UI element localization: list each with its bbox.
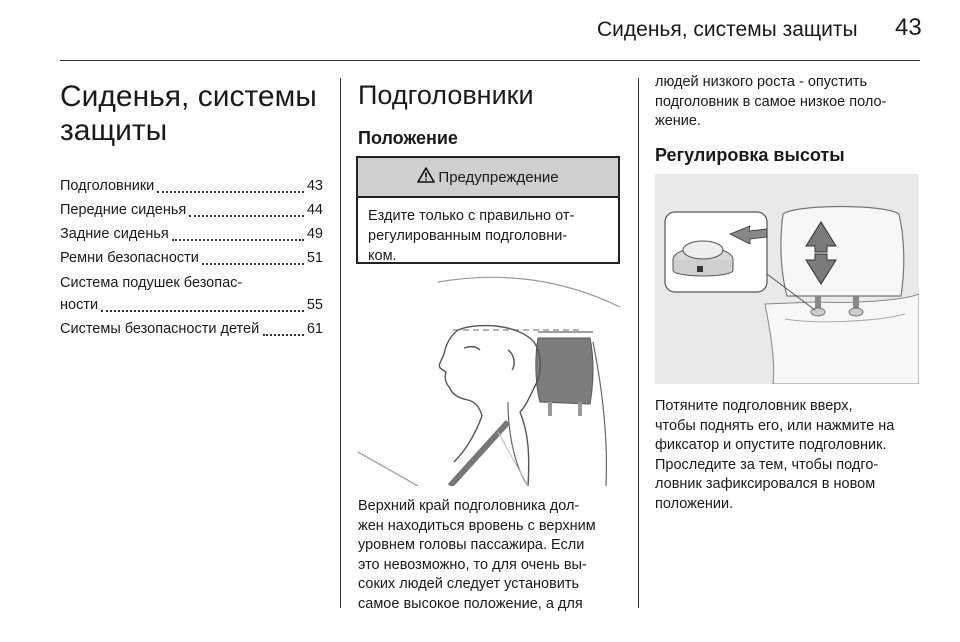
toc-leader (189, 215, 304, 217)
toc-label-line: Система подушек безопас- (60, 275, 243, 291)
text-line: Верхний край подголовника дол- (358, 498, 580, 514)
text-line: подголовник в самое низкое поло- (655, 93, 887, 110)
text-line: людей низкого роста - опустить (655, 74, 868, 90)
warning-line: регулированным подголовни- (368, 228, 568, 244)
toc-entry[interactable] (60, 318, 323, 341)
toc-page: 43 (306, 178, 323, 194)
header-rule (60, 60, 920, 61)
chapter-toc (60, 175, 323, 342)
section-title: Подголовники (358, 80, 534, 110)
continued-text (655, 73, 925, 132)
toc-entry[interactable] (60, 223, 323, 246)
height-adjust-illustration (655, 174, 919, 384)
toc-page: 49 (306, 226, 323, 242)
warning-triangle-icon (417, 167, 438, 187)
column-divider-right (638, 78, 639, 608)
height-text (655, 397, 930, 514)
toc-page: 44 (306, 202, 323, 218)
warning-header (358, 158, 618, 198)
toc-leader (172, 239, 304, 241)
warning-text (358, 198, 618, 274)
text-line: это невозможно, то для очень вы- (358, 556, 587, 573)
toc-entry[interactable] (60, 175, 323, 198)
text-line: чтобы поднять его, или нажмите на (655, 417, 895, 434)
warning-label: Предупреждение (438, 168, 559, 186)
headrest-position-illustration (358, 272, 620, 486)
text-line: жен находиться вровень с верхним (358, 517, 596, 534)
text-line: фиксатор и опустите подголовник. (655, 437, 887, 453)
toc-leader (202, 263, 304, 265)
text-line: жение. (655, 113, 701, 129)
warning-box (356, 156, 620, 264)
page-number: 43 (895, 14, 922, 41)
toc-label: Задние сиденья (60, 226, 169, 242)
toc-leader (101, 310, 304, 312)
toc-entry[interactable] (60, 272, 323, 317)
toc-leader (263, 334, 304, 336)
text-line: уровнем головы пассажира. Если (358, 537, 585, 553)
text-line: Проследите за тем, чтобы подго- (655, 456, 879, 473)
toc-page: 51 (306, 250, 323, 266)
toc-label: Ремни безопасности (60, 250, 199, 266)
warning-line: Ездите только с правильно от- (368, 208, 575, 224)
text-line: соких людей следует установить (358, 576, 580, 592)
toc-label: ности (60, 297, 99, 313)
text-line: Потяните подголовник вверх, (655, 398, 853, 414)
position-subtitle: Положение (358, 128, 458, 148)
toc-entry[interactable] (60, 247, 323, 270)
text-line: самое высокое положение, а для (358, 595, 583, 612)
toc-leader (157, 191, 304, 193)
toc-label: Подголовники (60, 178, 155, 194)
column-divider-left (340, 78, 341, 608)
text-line: положении. (655, 495, 734, 512)
toc-label: Передние сиденья (60, 202, 187, 218)
toc-page: 55 (306, 297, 323, 313)
position-text (358, 497, 628, 614)
chapter-title: Сиденья, системы защиты (60, 80, 317, 147)
running-title: Сиденья, системы защиты (597, 18, 858, 41)
toc-page: 61 (306, 321, 323, 337)
toc-label: Системы безопасности детей (60, 321, 260, 337)
height-subtitle: Регулировка высоты (655, 145, 845, 165)
text-line: ловник зафиксировался в новом (655, 476, 876, 492)
toc-entry[interactable] (60, 199, 323, 222)
warning-line: ком. (368, 248, 397, 264)
